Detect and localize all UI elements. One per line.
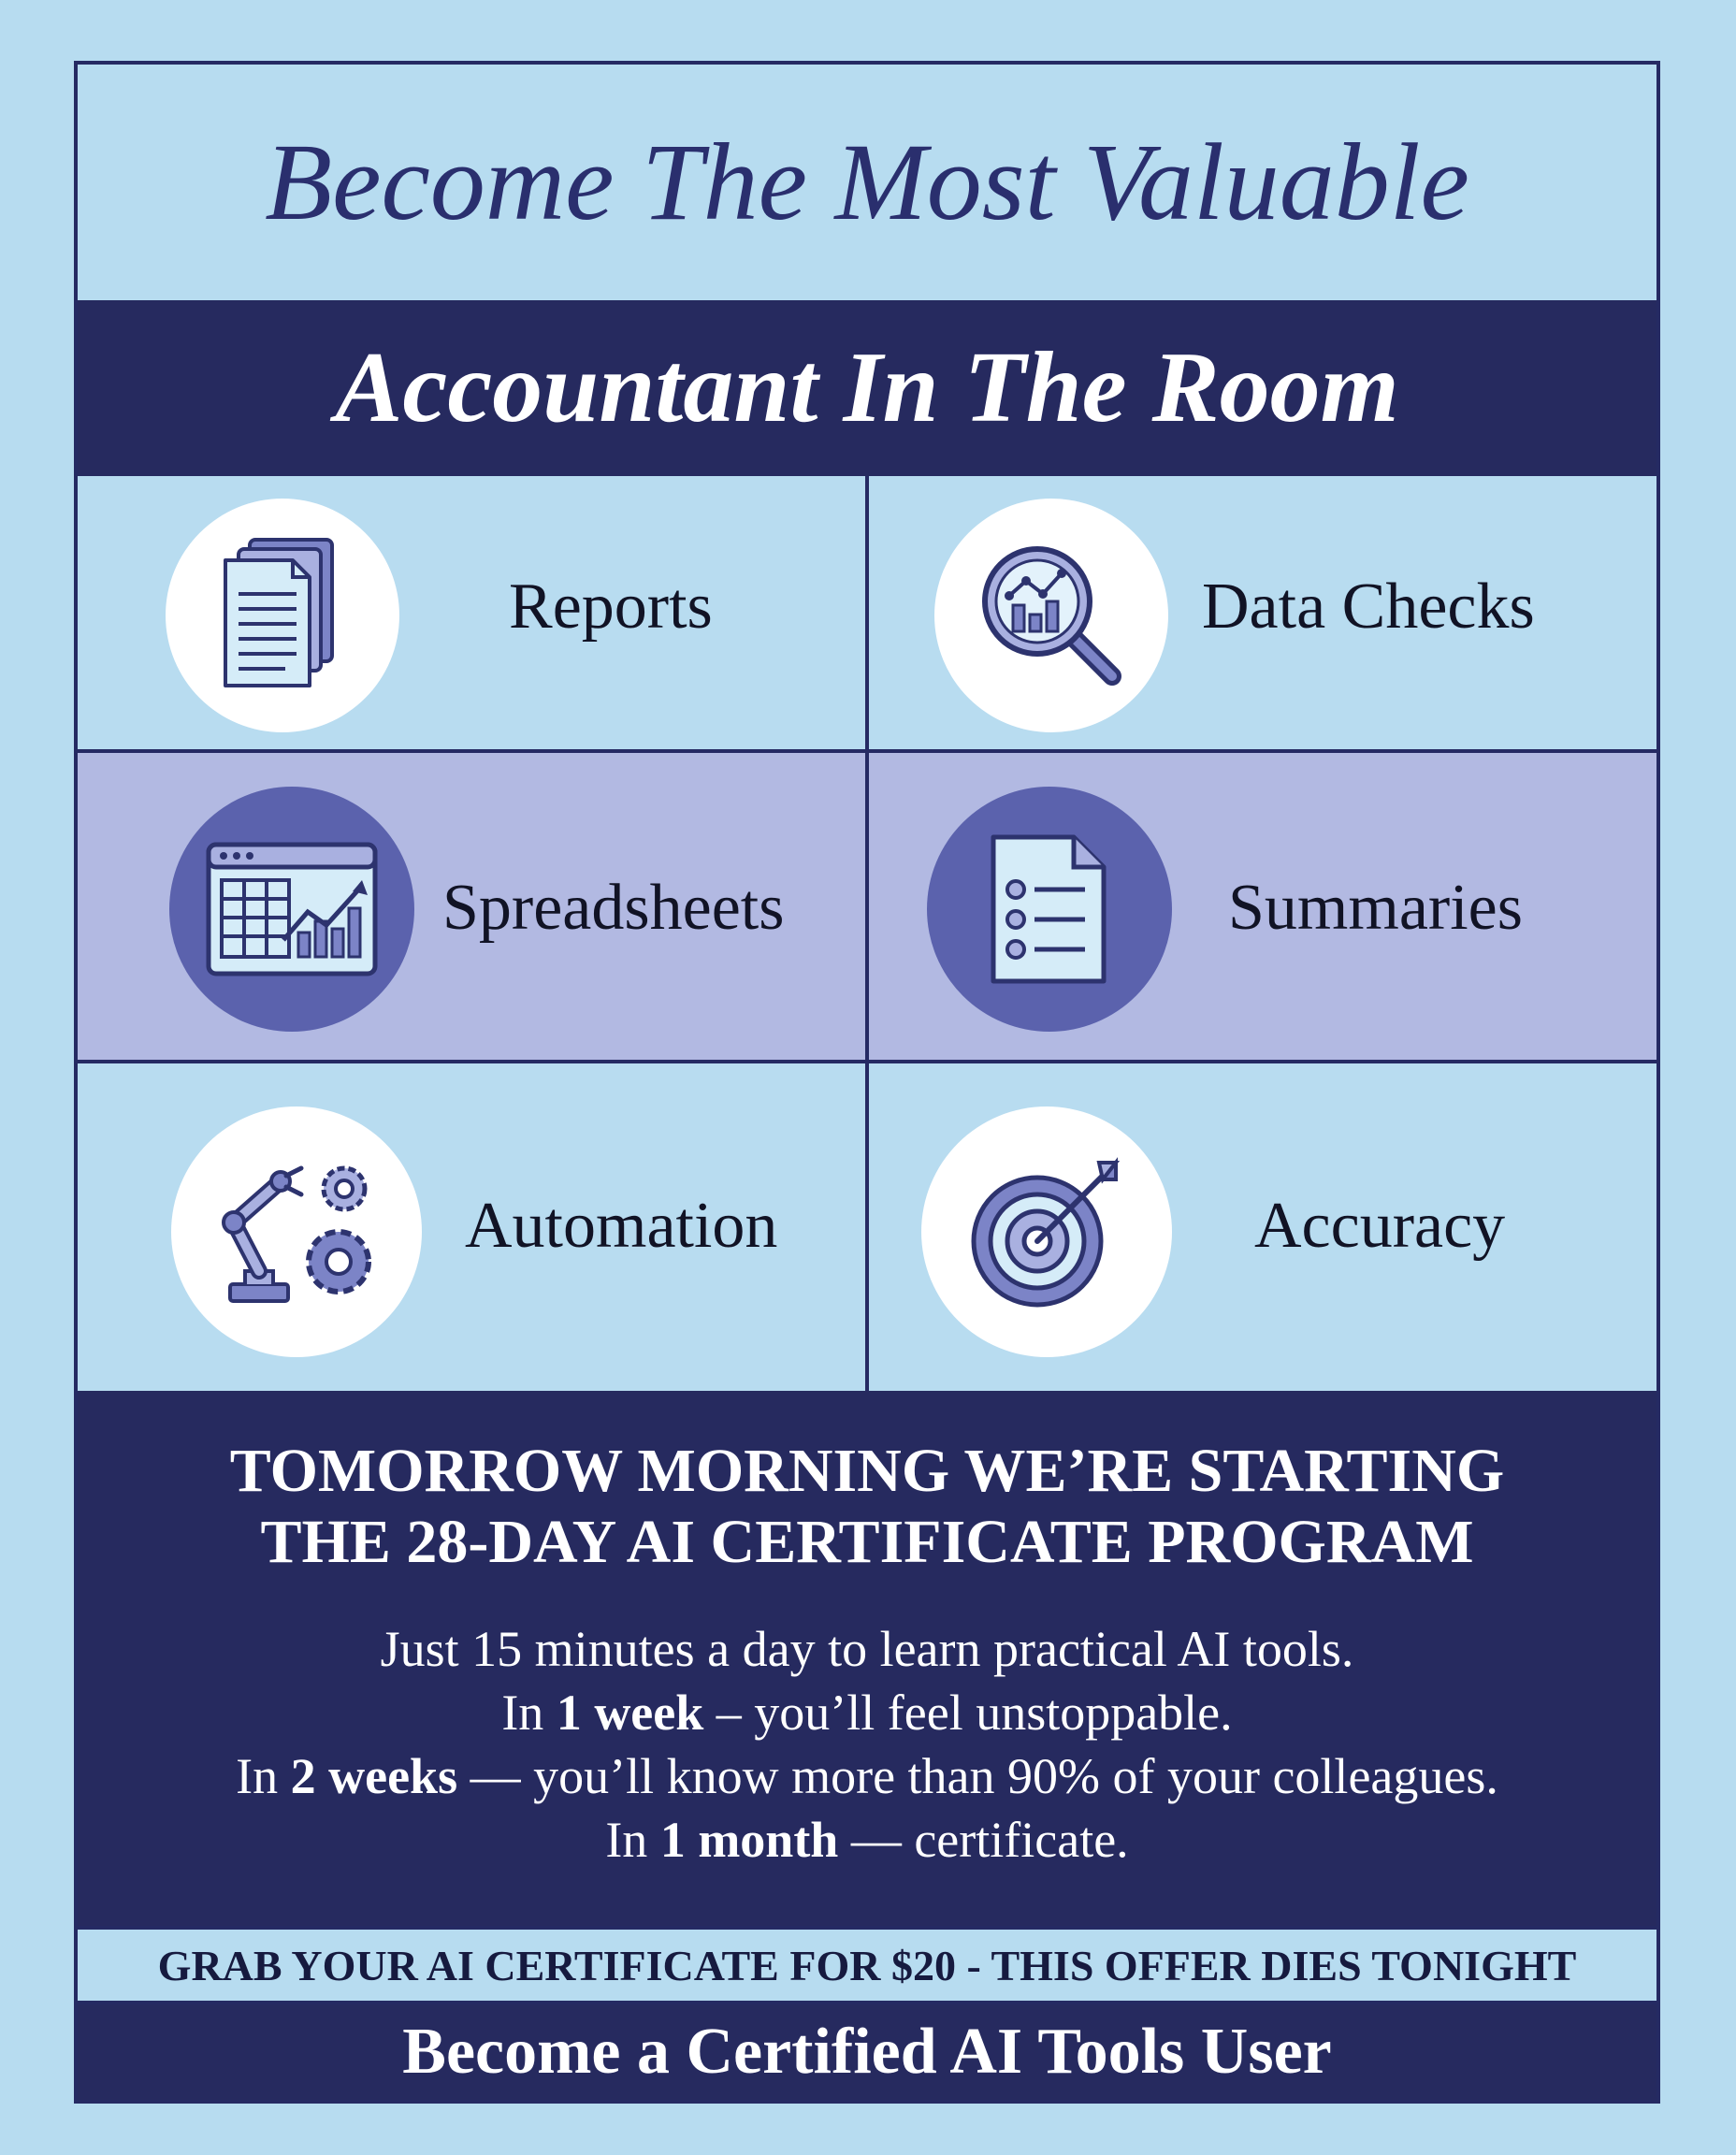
features-row-3 [78,1063,1656,1391]
title-line-2: Accountant In The Room [335,332,1399,443]
title-line-1: Become The Most Valuable [265,121,1469,243]
feature-data-checks [869,476,1656,749]
promo-line-1: Just 15 minutes a day to learn practical AI tools. [380,1621,1354,1677]
robot-arm-gears-icon [171,1106,422,1357]
offer-banner[interactable] [78,1926,1656,2004]
promo-headline-line-2: THE 28-DAY AI CERTIFICATE PROGRAM [260,1508,1474,1576]
feature-summaries [869,753,1656,1060]
promo-line-3-bold: 2 weeks [290,1748,458,1804]
promo-line-4-bold: 1 month [659,1812,839,1868]
feature-label-spreadsheets: Spreadsheets [442,872,785,944]
promo-line-3-prefix: In [236,1748,291,1804]
feature-label-accuracy: Accuracy [1254,1190,1506,1262]
feature-accuracy [869,1063,1656,1391]
promo-line-4-prefix: In [605,1812,660,1868]
feature-label-summaries: Summaries [1228,872,1523,944]
promo-line-2-prefix: In [501,1685,557,1741]
features-grid [78,476,1656,1391]
feature-automation [78,1063,869,1391]
promo-headline [78,1436,1656,1578]
cta-band[interactable] [78,2004,1656,2100]
promo-line-2 [78,1681,1656,1744]
title-line-2-band [78,300,1656,476]
promo-body [78,1617,1656,1872]
checklist-document-icon [927,787,1172,1032]
feature-spreadsheets [78,753,869,1060]
features-row-1 [78,476,1656,753]
feature-label-automation: Automation [465,1190,778,1262]
spreadsheet-chart-icon [169,787,414,1032]
features-row-2 [78,753,1656,1063]
offer-text: GRAB YOUR AI CERTIFICATE FOR $20 - THIS OFFER DIES TONIGHT [157,1941,1577,1989]
promo-headline-line-1: TOMORROW MORNING WE’RE STARTING [229,1437,1505,1505]
magnifier-chart-icon [934,499,1168,732]
promo-line-3-rest: — you’ll know more than 90% of your colleagues. [457,1748,1498,1804]
promo-section [78,1391,1656,1926]
cta-text: Become a Certified AI Tools User [402,2016,1332,2088]
ad-frame [74,61,1660,2104]
feature-label-data-checks: Data Checks [1202,571,1535,643]
target-arrow-icon [921,1106,1172,1357]
feature-label-reports: Reports [509,571,713,643]
promo-line-2-bold: 1 week [556,1685,704,1741]
promo-line-2-rest: – you’ll feel unstoppable. [703,1685,1233,1741]
promo-line-3 [78,1744,1656,1808]
promo-line-4 [78,1808,1656,1872]
documents-icon [166,499,399,732]
promo-line-4-rest: — certificate. [838,1812,1129,1868]
feature-reports [78,476,869,749]
